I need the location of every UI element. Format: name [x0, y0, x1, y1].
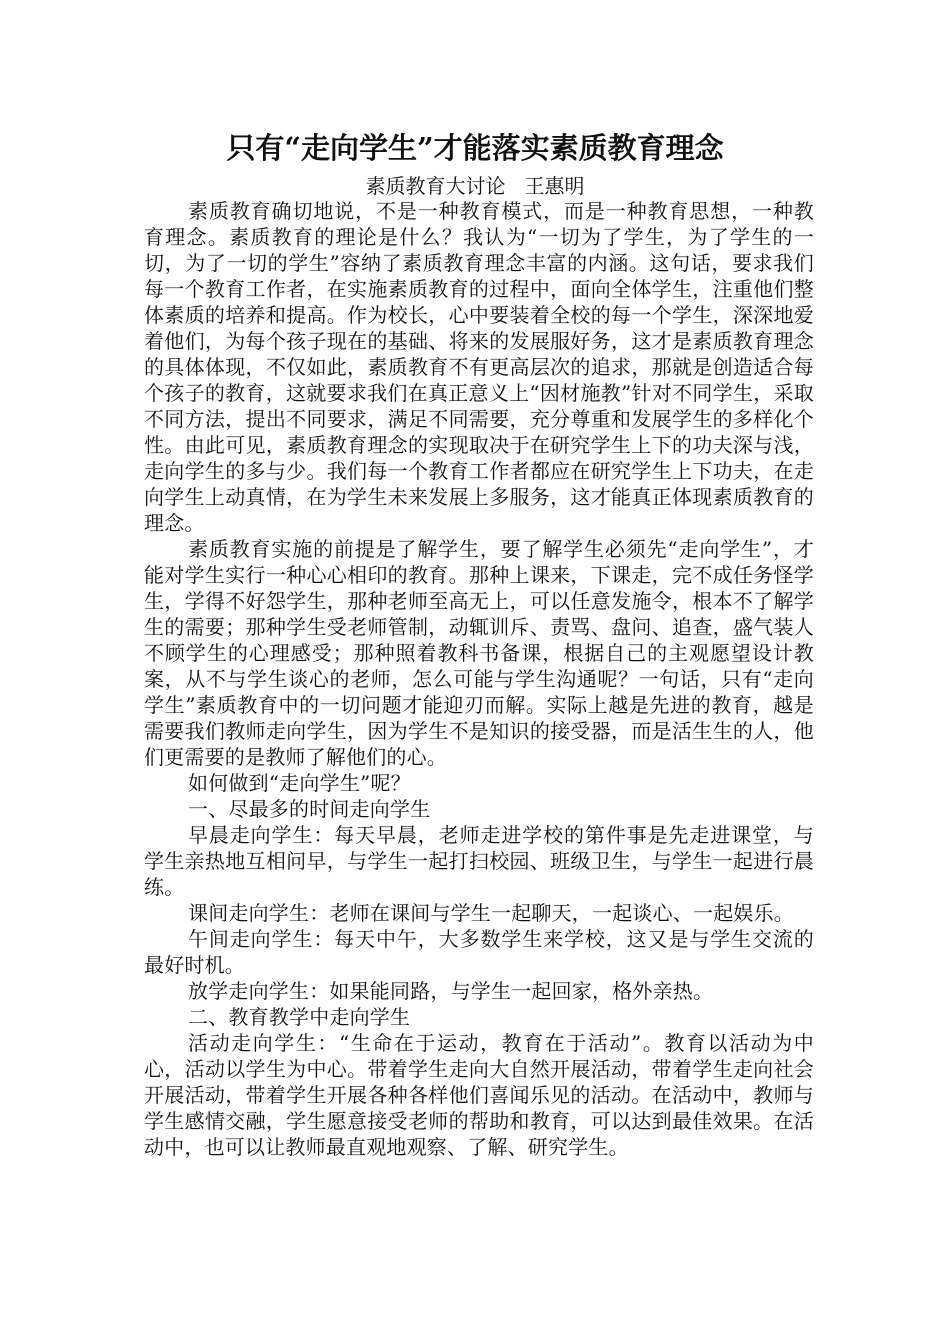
section-heading: 一、尽最多的时间走向学生 [188, 797, 431, 821]
paragraph: 素质教育实施的前提是了解学生，要了解学生必须先“走向学生”，才能对学生实行一种心心相印的教育。那种上课来，下课走，完不成任务怪学生，学得不好怨学生，那种老师至高无上，可以任意发施令，根本不了解学生的需要；那种学生受老师管制，动辄训斥、责骂、盘问、追查，盛气装人不顾学生的心理感受；那种照着教科书备课，根据自己的主观愿望设计教案，从不与学生谈心的老师，怎么可能与学生沟通呢？一句话，只有“走向学生”素质教育中的一切问题才能迎刃而解。实际上越是先进的教育，越是需要我们教师走向学生，因为学生不是知识的接受器，而是活生生的人，他们更需要的是教师了解他们的心。 [144, 537, 814, 769]
section-heading: 二、教育教学中走向学生 [188, 1005, 411, 1029]
document-byline: 素质教育大讨论 王惠明 [365, 174, 585, 198]
document-body [144, 198, 814, 1160]
paragraph: 课间走向学生：老师在课间与学生一起聊天，一起谈心、一起娱乐。 [188, 901, 794, 925]
paragraph: 放学走向学生：如果能同路，与学生一起回家，格外亲热。 [188, 979, 714, 1003]
paragraph: 午间走向学生：每天中午，大多数学生来学校，这又是与学生交流的最好时机。 [144, 927, 814, 977]
paragraph: 早晨走向学生：每天早晨，老师走进学校的第件事是先走进课堂，与学生亲热地互相问早，与学生一起打扫校园、班级卫生，与学生一起进行晨练。 [144, 823, 814, 899]
paragraph: 素质教育确切地说，不是一种教育模式，而是一种教育思想，一种教育理念。素质教育的理论是什么？我认为“一切为了学生，为了学生的一切，为了一切的学生”容纳了素质教育理念丰富的内涵。这句话，要求我们每一个教育工作者，在实施素质教育的过程中，面向全体学生，注重他们整体素质的培养和提高。作为校长，心中要装着全校的每一个学生，深深地爱着他们，为每个孩子现在的基础、将来的发展服好务，这才是素质教育理念的具体体现，不仅如此，素质教育不有更高层次的追求，那就是创造适合每个孩子的教育，这就要求我们在真正意义上“因材施教”针对不同学生，采取不同方法，提出不同要求，满足不同需要，充分尊重和发展学生的多样化个性。由此可见，素质教育理念的实现取决于在研究学生上下的功夫深与浅，走向学生的多与少。我们每一个教育工作者都应在研究学生上下功夫，在走向学生上动真情，在为学生未来发展上多服务，这才能真正体现素质教育的理念。 [144, 199, 814, 535]
document-title: 只有“走向学生”才能落实素质教育理念 [226, 131, 724, 165]
paragraph: 如何做到“走向学生”呢？ [188, 771, 411, 795]
paragraph: 活动走向学生：“生命在于运动，教育在于活动”。教育以活动为中心，活动以学生为中心。带着学生走向大自然开展活动，带着学生走向社会开展活动，带着学生开展各种各样他们喜闻乐见的活动。在活动中，教师与学生感情交融，学生愿意接受老师的帮助和教育，可以达到最佳效果。在活动中，也可以让教师最直观地观察、了解、研究学生。 [144, 1031, 814, 1159]
